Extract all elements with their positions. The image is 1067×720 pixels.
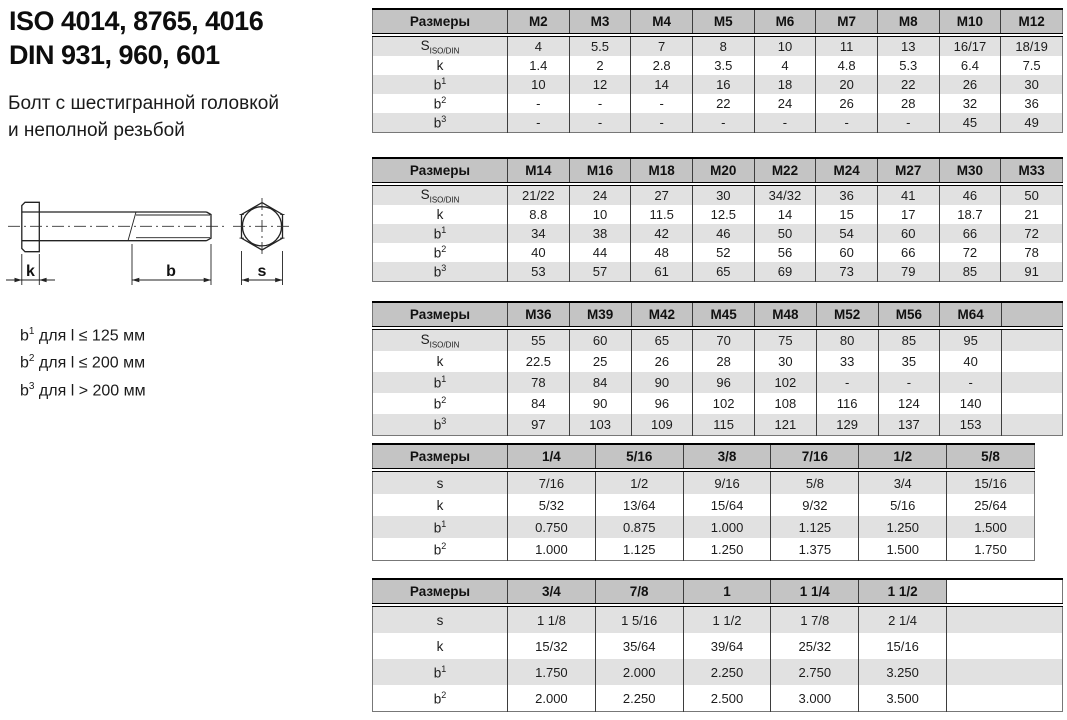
value-cell: 140 — [940, 393, 1002, 414]
row-label: k — [373, 351, 508, 372]
value-cell: 1.500 — [947, 516, 1035, 538]
empty-cell — [947, 605, 1063, 633]
value-cell: 2 — [569, 56, 631, 75]
column-header: M10 — [939, 9, 1001, 35]
empty-cell — [1002, 351, 1063, 372]
row-label: k — [373, 633, 508, 659]
value-cell: 32 — [939, 94, 1001, 113]
value-cell: 28 — [877, 94, 939, 113]
value-cell: 65 — [692, 262, 754, 282]
value-cell: 56 — [754, 243, 816, 262]
value-cell: 1.750 — [508, 659, 596, 685]
value-cell: 73 — [816, 262, 878, 282]
value-cell: 115 — [693, 414, 755, 436]
value-cell: 13 — [877, 35, 939, 56]
value-cell: - — [940, 372, 1002, 393]
table-row — [373, 56, 1063, 75]
value-cell: 5.5 — [569, 35, 631, 56]
value-cell: 11 — [816, 35, 878, 56]
row-label: $b^3$ — [373, 414, 508, 436]
dimension-table-1 — [372, 8, 1063, 133]
column-header: M7 — [816, 9, 878, 35]
value-cell: 10 — [754, 35, 816, 56]
value-cell: 42 — [631, 224, 693, 243]
column-header: M45 — [693, 302, 755, 328]
value-cell: 97 — [508, 414, 570, 436]
value-cell: 3.5 — [692, 56, 754, 75]
value-cell: 4 — [754, 56, 816, 75]
value-cell: 109 — [631, 414, 693, 436]
column-header: M30 — [939, 158, 1001, 184]
value-cell: 72 — [1001, 224, 1063, 243]
value-cell: 84 — [569, 372, 631, 393]
value-cell: 13/64 — [595, 494, 683, 516]
column-header: 1 1/4 — [771, 579, 859, 605]
product-name-line2: и неполной резьбой — [8, 120, 185, 141]
value-cell: 41 — [877, 184, 939, 205]
value-cell: 61 — [631, 262, 693, 282]
dimension-table-3 — [372, 301, 1063, 436]
value-cell: 1 5/16 — [595, 605, 683, 633]
dimension-table-4 — [372, 443, 1035, 561]
value-cell: 80 — [816, 328, 878, 351]
value-cell: 103 — [569, 414, 631, 436]
table-row — [373, 113, 1063, 133]
corner-header: Размеры — [373, 158, 508, 184]
value-cell: 2.500 — [683, 685, 771, 712]
value-cell: 16/17 — [939, 35, 1001, 56]
corner-header: Размеры — [373, 302, 508, 328]
value-cell: 5.3 — [877, 56, 939, 75]
value-cell: 96 — [693, 372, 755, 393]
value-cell: 72 — [939, 243, 1001, 262]
value-cell: 8 — [692, 35, 754, 56]
table-row — [373, 35, 1063, 56]
value-cell: - — [878, 372, 940, 393]
value-cell: 12 — [569, 75, 631, 94]
value-cell: 102 — [755, 372, 817, 393]
table-row — [373, 75, 1063, 94]
dimension-table-2 — [372, 157, 1063, 282]
value-cell: 69 — [754, 262, 816, 282]
value-cell: 1.4 — [508, 56, 570, 75]
table-row — [373, 633, 1063, 659]
corner-header: Размеры — [373, 444, 508, 470]
b-dimension-label: b — [166, 263, 176, 280]
value-cell: 1.375 — [771, 538, 859, 561]
table-row — [373, 393, 1063, 414]
product-name-line1: Болт с шестигранной головкой — [8, 93, 279, 114]
value-cell: 5/8 — [771, 470, 859, 494]
value-cell: 15/64 — [683, 494, 771, 516]
corner-header: Размеры — [373, 9, 508, 35]
empty-cell — [947, 659, 1063, 685]
column-header: M64 — [940, 302, 1002, 328]
value-cell: 48 — [631, 243, 693, 262]
empty-header — [1002, 302, 1063, 328]
row-label: s — [373, 470, 508, 494]
value-cell: 116 — [816, 393, 878, 414]
empty-cell — [1002, 328, 1063, 351]
value-cell: 9/32 — [771, 494, 859, 516]
value-cell: 124 — [878, 393, 940, 414]
value-cell: 66 — [877, 243, 939, 262]
value-cell: 34/32 — [754, 184, 816, 205]
value-cell: 1/2 — [595, 470, 683, 494]
column-header: 5/16 — [595, 444, 683, 470]
value-cell: 40 — [508, 243, 570, 262]
value-cell: 102 — [693, 393, 755, 414]
value-cell: - — [816, 372, 878, 393]
table-row — [373, 685, 1063, 712]
value-cell: - — [877, 113, 939, 133]
value-cell: 15/16 — [947, 470, 1035, 494]
value-cell: 153 — [940, 414, 1002, 436]
column-header: M36 — [508, 302, 570, 328]
column-header: M42 — [631, 302, 693, 328]
table-header-row — [373, 9, 1063, 35]
value-cell: 108 — [755, 393, 817, 414]
value-cell: 137 — [878, 414, 940, 436]
footnote-b3: $b^3$ для l > 200 мм — [20, 380, 146, 399]
value-cell: 24 — [754, 94, 816, 113]
table-row — [373, 243, 1063, 262]
value-cell: 14 — [754, 205, 816, 224]
table-row — [373, 262, 1063, 282]
column-header: 1/2 — [859, 444, 947, 470]
value-cell: - — [508, 113, 570, 133]
column-header: 5/8 — [947, 444, 1035, 470]
empty-cell — [1002, 372, 1063, 393]
value-cell: 18 — [754, 75, 816, 94]
table-header-row — [373, 158, 1063, 184]
value-cell: 34 — [508, 224, 570, 243]
row-label: $b^1$ — [373, 516, 508, 538]
table-row — [373, 414, 1063, 436]
value-cell: 21/22 — [508, 184, 570, 205]
value-cell: 44 — [569, 243, 631, 262]
dimension-table-5 — [372, 578, 1063, 712]
column-header: M56 — [878, 302, 940, 328]
table-header-row — [373, 579, 1063, 605]
value-cell: 27 — [631, 184, 693, 205]
value-cell: 7/16 — [508, 470, 596, 494]
value-cell: 70 — [693, 328, 755, 351]
column-header: M2 — [508, 9, 570, 35]
row-label: $b^1$ — [373, 75, 508, 94]
value-cell: 60 — [877, 224, 939, 243]
value-cell: 30 — [755, 351, 817, 372]
row-label: s — [373, 605, 508, 633]
value-cell: 1.250 — [683, 538, 771, 561]
value-cell: 49 — [1001, 113, 1063, 133]
value-cell: 2.000 — [508, 685, 596, 712]
table-row — [373, 351, 1063, 372]
value-cell: - — [631, 113, 693, 133]
column-header: M8 — [877, 9, 939, 35]
value-cell: 45 — [939, 113, 1001, 133]
value-cell: 15/16 — [859, 633, 947, 659]
column-header: 1 — [683, 579, 771, 605]
column-header: M6 — [754, 9, 816, 35]
value-cell: 1.125 — [595, 538, 683, 561]
value-cell: 85 — [939, 262, 1001, 282]
column-header: M48 — [755, 302, 817, 328]
column-header: 7/16 — [771, 444, 859, 470]
value-cell: 50 — [1001, 184, 1063, 205]
value-cell: 22 — [692, 94, 754, 113]
empty-cell — [1002, 414, 1063, 436]
table-row — [373, 605, 1063, 633]
value-cell: 2.250 — [683, 659, 771, 685]
column-header: 1 1/2 — [859, 579, 947, 605]
row-label: $b^2$ — [373, 538, 508, 561]
value-cell: - — [508, 94, 570, 113]
value-cell: 12.5 — [692, 205, 754, 224]
column-header: M16 — [569, 158, 631, 184]
value-cell: 96 — [631, 393, 693, 414]
value-cell: 1.000 — [508, 538, 596, 561]
value-cell: 14 — [631, 75, 693, 94]
value-cell: 22 — [877, 75, 939, 94]
value-cell: 95 — [940, 328, 1002, 351]
value-cell: 75 — [755, 328, 817, 351]
value-cell: 25 — [569, 351, 631, 372]
row-label: $b^1$ — [373, 659, 508, 685]
column-header: M39 — [569, 302, 631, 328]
column-header: 1/4 — [508, 444, 596, 470]
value-cell: 25/64 — [947, 494, 1035, 516]
value-cell: 78 — [1001, 243, 1063, 262]
value-cell: 2.250 — [595, 685, 683, 712]
value-cell: 66 — [939, 224, 1001, 243]
column-header: M5 — [692, 9, 754, 35]
value-cell: 18.7 — [939, 205, 1001, 224]
value-cell: 18/19 — [1001, 35, 1063, 56]
value-cell: 121 — [755, 414, 817, 436]
column-header: 3/8 — [683, 444, 771, 470]
row-label: k — [373, 205, 508, 224]
value-cell: 55 — [508, 328, 570, 351]
value-cell: 36 — [816, 184, 878, 205]
value-cell: 17 — [877, 205, 939, 224]
value-cell: 2.000 — [595, 659, 683, 685]
table-row — [373, 516, 1035, 538]
empty-cell — [947, 633, 1063, 659]
value-cell: 4 — [508, 35, 570, 56]
value-cell: 10 — [569, 205, 631, 224]
table-header-row — [373, 302, 1063, 328]
column-header: M33 — [1001, 158, 1063, 184]
value-cell: 16 — [692, 75, 754, 94]
table-row — [373, 470, 1035, 494]
value-cell: 24 — [569, 184, 631, 205]
s-dimension-label: s — [257, 263, 267, 280]
empty-cell — [1002, 393, 1063, 414]
value-cell: 26 — [631, 351, 693, 372]
value-cell: 0.750 — [508, 516, 596, 538]
row-label: $S_{ISO/DIN}$ — [373, 328, 508, 351]
table-row — [373, 224, 1063, 243]
table-row — [373, 372, 1063, 393]
value-cell: 1.250 — [859, 516, 947, 538]
value-cell: 60 — [569, 328, 631, 351]
value-cell: 3.500 — [859, 685, 947, 712]
value-cell: 26 — [939, 75, 1001, 94]
value-cell: 1.000 — [683, 516, 771, 538]
column-header: 3/4 — [508, 579, 596, 605]
k-dimension-label: k — [26, 263, 35, 280]
column-header: M4 — [631, 9, 693, 35]
value-cell: 84 — [508, 393, 570, 414]
value-cell: 129 — [816, 414, 878, 436]
value-cell: 33 — [816, 351, 878, 372]
row-label: $b^2$ — [373, 393, 508, 414]
table-row — [373, 538, 1035, 561]
value-cell: 57 — [569, 262, 631, 282]
table-header-row — [373, 444, 1035, 470]
value-cell: 1 1/2 — [683, 605, 771, 633]
value-cell: 85 — [878, 328, 940, 351]
value-cell: - — [569, 113, 631, 133]
column-header: M22 — [754, 158, 816, 184]
value-cell: 9/16 — [683, 470, 771, 494]
value-cell: 46 — [939, 184, 1001, 205]
value-cell: 40 — [940, 351, 1002, 372]
row-label: $b^3$ — [373, 113, 508, 133]
value-cell: 25/32 — [771, 633, 859, 659]
value-cell: 30 — [692, 184, 754, 205]
row-label: $b^1$ — [373, 224, 508, 243]
row-label: $b^3$ — [373, 262, 508, 282]
row-label: k — [373, 494, 508, 516]
value-cell: 2 1/4 — [859, 605, 947, 633]
value-cell: 30 — [1001, 75, 1063, 94]
value-cell: 22.5 — [508, 351, 570, 372]
column-header: M12 — [1001, 9, 1063, 35]
value-cell: 8.8 — [508, 205, 570, 224]
value-cell: 6.4 — [939, 56, 1001, 75]
row-label: $b^2$ — [373, 243, 508, 262]
row-label: $b^1$ — [373, 372, 508, 393]
value-cell: 1 1/8 — [508, 605, 596, 633]
value-cell: 21 — [1001, 205, 1063, 224]
table-row — [373, 205, 1063, 224]
row-label: k — [373, 56, 508, 75]
empty-cell — [947, 685, 1063, 712]
value-cell: 91 — [1001, 262, 1063, 282]
value-cell: - — [692, 113, 754, 133]
column-header: M14 — [508, 158, 570, 184]
value-cell: 10 — [508, 75, 570, 94]
column-header: M20 — [692, 158, 754, 184]
value-cell: 2.750 — [771, 659, 859, 685]
value-cell: 5/16 — [859, 494, 947, 516]
value-cell: 1.125 — [771, 516, 859, 538]
iso-standards-line: ISO 4014, 8765, 4016 — [9, 6, 264, 36]
table-row — [373, 94, 1063, 113]
value-cell: 90 — [631, 372, 693, 393]
value-cell: 5/32 — [508, 494, 596, 516]
value-cell: 39/64 — [683, 633, 771, 659]
value-cell: 1 7/8 — [771, 605, 859, 633]
row-label: $S_{ISO/DIN}$ — [373, 35, 508, 56]
value-cell: 46 — [692, 224, 754, 243]
value-cell: 90 — [569, 393, 631, 414]
value-cell: - — [754, 113, 816, 133]
column-header: M3 — [569, 9, 631, 35]
column-header: 7/8 — [595, 579, 683, 605]
value-cell: 79 — [877, 262, 939, 282]
value-cell: 0.875 — [595, 516, 683, 538]
column-header: M18 — [631, 158, 693, 184]
value-cell: 65 — [631, 328, 693, 351]
footnote-b2: $b^2$ для l ≤ 200 мм — [20, 353, 146, 372]
value-cell: 7 — [631, 35, 693, 56]
value-cell: 35/64 — [595, 633, 683, 659]
value-cell: 7.5 — [1001, 56, 1063, 75]
corner-header: Размеры — [373, 579, 508, 605]
table-row — [373, 494, 1035, 516]
value-cell: 3.000 — [771, 685, 859, 712]
value-cell: 20 — [816, 75, 878, 94]
row-label: $S_{ISO/DIN}$ — [373, 184, 508, 205]
value-cell: 1.750 — [947, 538, 1035, 561]
value-cell: - — [816, 113, 878, 133]
table-row — [373, 328, 1063, 351]
value-cell: 54 — [816, 224, 878, 243]
column-header: M24 — [816, 158, 878, 184]
footnote-b1: $b^1$ для l ≤ 125 мм — [20, 326, 146, 345]
value-cell: 78 — [508, 372, 570, 393]
table-row — [373, 659, 1063, 685]
value-cell: 15 — [816, 205, 878, 224]
value-cell: 4.8 — [816, 56, 878, 75]
value-cell: 50 — [754, 224, 816, 243]
din-standards-line: DIN 931, 960, 601 — [9, 40, 220, 70]
column-header: M27 — [877, 158, 939, 184]
row-label: $b^2$ — [373, 685, 508, 712]
value-cell: 36 — [1001, 94, 1063, 113]
value-cell: 52 — [692, 243, 754, 262]
value-cell: 15/32 — [508, 633, 596, 659]
value-cell: - — [631, 94, 693, 113]
value-cell: 35 — [878, 351, 940, 372]
value-cell: 60 — [816, 243, 878, 262]
value-cell: 3/4 — [859, 470, 947, 494]
value-cell: 1.500 — [859, 538, 947, 561]
value-cell: 53 — [508, 262, 570, 282]
value-cell: 2.8 — [631, 56, 693, 75]
value-cell: - — [569, 94, 631, 113]
value-cell: 26 — [816, 94, 878, 113]
value-cell: 28 — [693, 351, 755, 372]
value-cell: 38 — [569, 224, 631, 243]
value-cell: 3.250 — [859, 659, 947, 685]
empty-header — [947, 579, 1063, 605]
value-cell: 11.5 — [631, 205, 693, 224]
row-label: $b^2$ — [373, 94, 508, 113]
column-header: M52 — [816, 302, 878, 328]
table-row — [373, 184, 1063, 205]
